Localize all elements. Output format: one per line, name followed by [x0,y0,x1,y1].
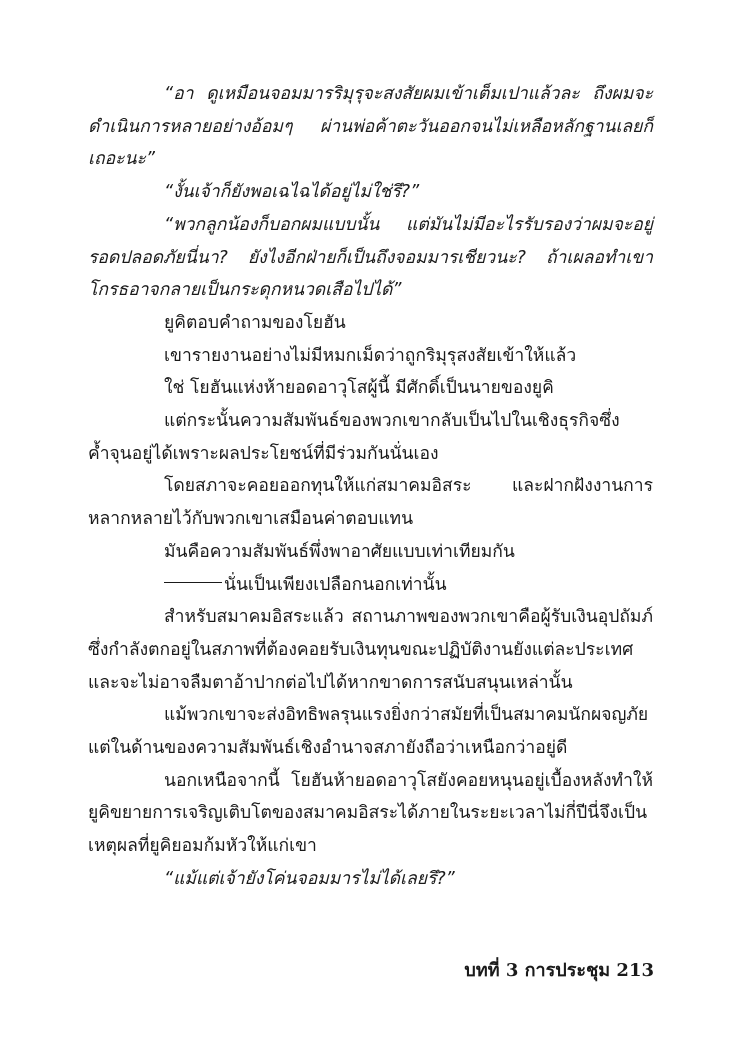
paragraph-text: นั่นเป็นเพียงเปลือกนอกเท่านั้น [224,574,447,595]
paragraph: “พวกลูกน้องก็บอกผมแบบนั้น แต่มันไม่มีอะไรรับรองว่าผมจะอยู่รอดปลอดภัยนี่นา? ยังไงอีกฝ่ายก็เป็นถึงจอมมารเชียวนะ? ถ้าเผลอทำเขาโกรธอาจกลายเป็นกระดุกหนวดเสือไปได้” [88,214,653,301]
running-footer: บทที่ 3 การประชุม 213 [464,960,654,981]
paragraph: โดยสภาจะคอยออกทุนให้แก่สมาคมอิสระ และฝากฝังงานการหลากหลายไว้กับพวกเขาเสมือนค่าตอบแทน [88,476,653,530]
paragraph: แม้พวกเขาจะส่งอิทธิพลรุนแรงยิ่งกว่าสมัยที่เป็นสมาคมนักผจญภัย แต่ในด้านของความสัมพันธ์เชิงอำนาจสภายังถือว่าเหนือกว่าอยู่ดี [88,705,649,759]
paragraph: มันคือความสัมพันธ์พึ่งพาอาศัยแบบเท่าเทียมกัน [164,541,515,562]
paragraph: “งั้นเจ้าก็ยังพอเฉไฉได้อยู่ไม่ใช่รึ?” [164,182,420,203]
em-dash-rule [164,582,222,583]
paragraph: นอกเหนือจากนี้ โยฮันห้ายอดอาวุโสยังคอยหนุนอยู่เบื้องหลังทำให้ยูคิขยายการเจริญเติบโตของสมาคมอิสระได้ภายในระยะเวลาไม่กี่ปีนี่จึงเป็นเหตุผลที่ยูคิยอมก้มหัวให้แก่เขา [88,770,653,857]
paragraph: ใช่ โยฮันแห่งห้ายอดอาวุโสผู้นี้ มีศักดิ์เป็นนายของยูคิ [164,378,554,399]
paragraph: “แม้แต่เจ้ายังโค่นจอมมารไม่ได้เลยรึ?” [164,868,455,889]
paragraph: แต่กระนั้นความสัมพันธ์ของพวกเขากลับเป็นไปในเชิงธุรกิจซึ่งค้ำจุนอยู่ได้เพราะผลประโยชน์ที่มีร่วมกันนั่นเอง [88,411,620,464]
body-text [88,78,653,896]
paragraph-with-dash [88,569,653,602]
paragraph: “อา ดูเหมือนจอมมารริมุรุจะสงสัยผมเข้าเต็มเปาแล้วละ ถึงผมจะดำเนินการหลายอย่างอ้อมๆ ผ่านพ่อค้าตะวันออกจนไม่เหลือหลักฐานเลยก็เถอะนะ” [88,84,653,170]
paragraph: เขารายงานอย่างไม่มีหมกเม็ดว่าถูกริมุรุสงสัยเข้าให้แล้ว [164,345,577,366]
paragraph: สำหรับสมาคมอิสระแล้ว สถานภาพของพวกเขาคือผู้รับเงินอุปถัมภ์ ซึ่งกำลังตกอยู่ในสภาพที่ต้องคอยรับเงินทุนขณะปฏิบัติงานยังแต่ละประเทศ และจะไม่อาจลืมตาอ้าปากต่อไปได้หากขาดการสนับสนุนเหล่านั้น [88,607,653,693]
paragraph: ยูคิตอบคำถามของโยฮัน [164,312,346,333]
